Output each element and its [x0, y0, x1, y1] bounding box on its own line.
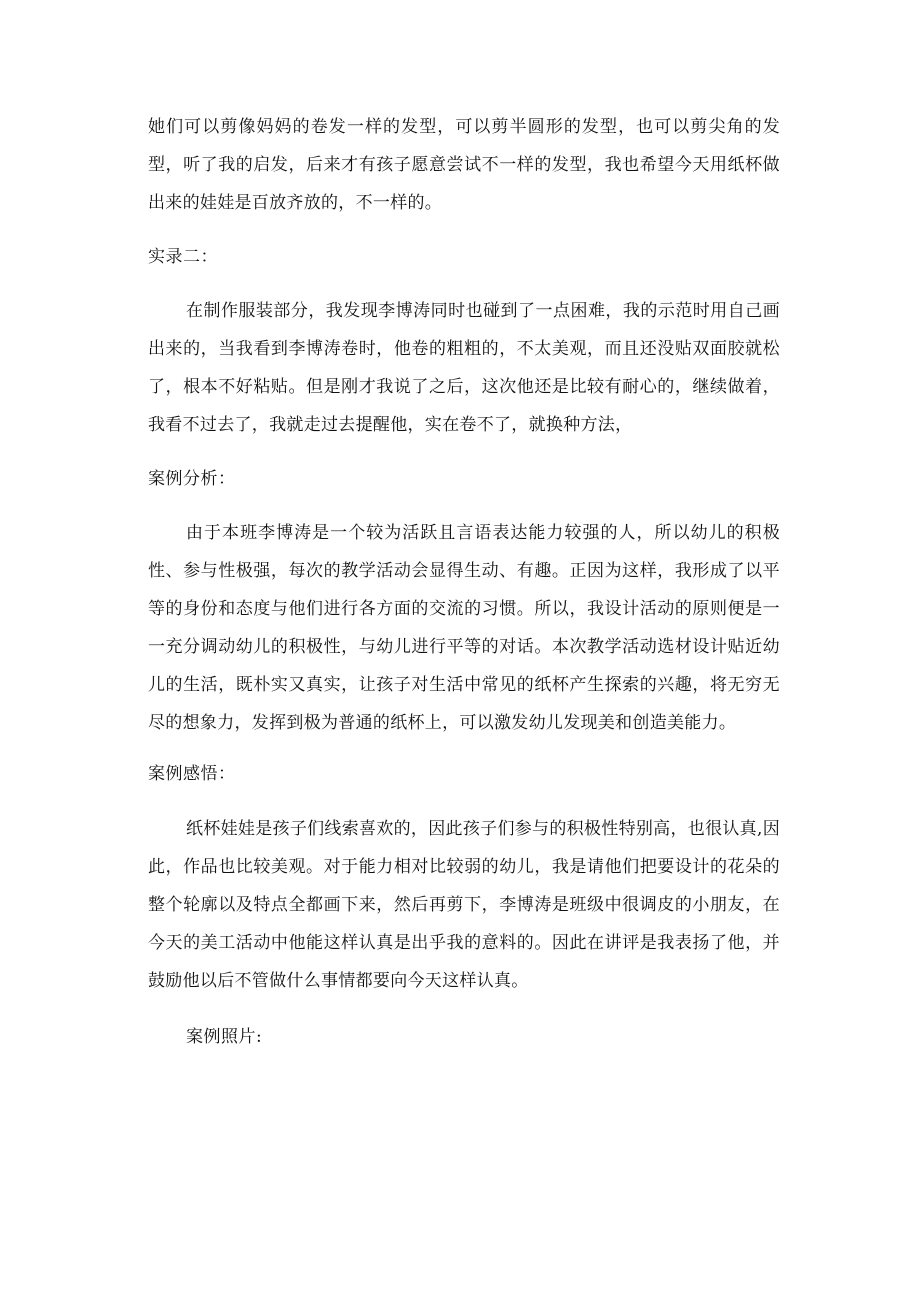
paragraph-case-reflection: 纸杯娃娃是孩子们线索喜欢的，因此孩子们参与的积极性特别高，也很认真,因此，作品也比较美观。对于能力相对比较弱的幼儿，我是请他们把要设计的花朵的整个轮廓以及特点全都画下来，然后再剪下，李博涛是班级中很调皮的小朋友，在今天的美工活动中他能这样认真是出乎我的意料的。因此在讲评是我表扬了他，并鼓励他以后不管做什么事情都要向今天这样认真。 — [148, 819, 780, 991]
paragraph-record-two: 在制作服装部分，我发现李博涛同时也碰到了一点困难，我的示范时用自己画出来的，当我看到李博涛卷时，他卷的粗粗的，不太美观，而且还没贴双面胶就松了，根本不好粘贴。但是刚才我说了之后，这次他还是比较有耐心的，继续做着，我看不过去了，我就走过去提醒他，实在卷不了，就换种方法， — [148, 301, 780, 435]
paragraph-hairstyles: 她们可以剪像妈妈的卷发一样的发型，可以剪半圆形的发型，也可以剪尖角的发型，听了我的启发，后来才有孩子愿意尝试不一样的发型，我也希望今天用纸杯做出来的娃娃是百放齐放的，不一样的。 — [148, 117, 780, 213]
heading-record-two: 实录二： — [148, 247, 218, 267]
paragraph-case-analysis: 由于本班李博涛是一个较为活跃且言语表达能力较强的人，所以幼儿的积极性、参与性极强，每次的教学活动会显得生动、有趣。正因为这样，我形成了以平等的身份和态度与他们进行各方面的交流的习惯。所以，我设计活动的原则便是一一充分调动幼儿的积极性，与幼儿进行平等的对话。本次教学活动选材设计贴近幼儿的生活，既朴实又真实，让孩子对生活中常见的纸杯产生探索的兴趣，将无穷无尽的想象力，发挥到极为普通的纸杯上，可以激发幼儿发现美和创造美能力。 — [148, 523, 780, 733]
heading-case-photos: 案例照片: — [186, 1027, 263, 1047]
heading-case-analysis: 案例分析： — [148, 469, 236, 489]
heading-case-reflection: 案例感悟： — [148, 764, 236, 784]
